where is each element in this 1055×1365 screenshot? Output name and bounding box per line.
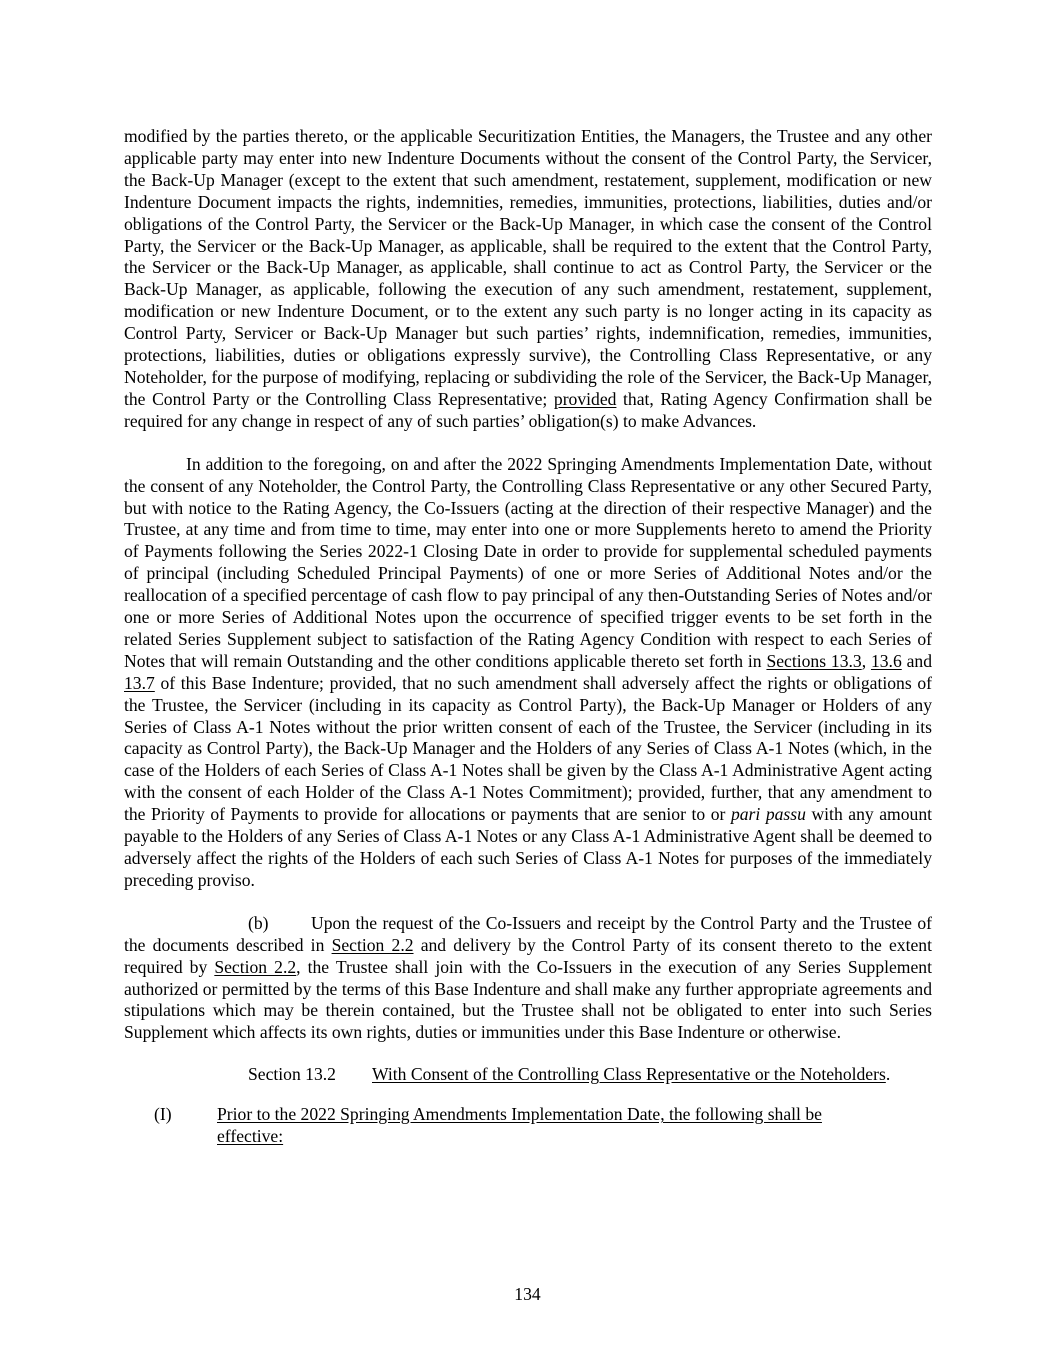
section-reference: Section 2.2 (214, 956, 297, 977)
section-number: Section 13.2 (248, 1064, 336, 1085)
provided-underlined: provided (553, 388, 617, 409)
section-reference: Sections 13.3 (766, 650, 862, 671)
section-title-period: . (885, 1064, 891, 1085)
paragraph-text: and (901, 650, 932, 671)
list-item (124, 1104, 877, 1148)
section-reference: 13.7 (124, 672, 155, 693)
section-reference: 13.6 (870, 650, 902, 671)
paragraph-text: In addition to the foregoing, on and after the 2022 Springing Amendments Implementation Date, without the consent of any Noteholder, the Control Party, the Controlling Class Representative or any other Secured Party, but with notice to the Rating Agency, the Co-Issuers (acting at the direction of their respective Manager) and the Trustee, at any time and from time to time, may enter into one or more Supplements hereto to amend the Priority of Payments following the Series 2022-1 Closing Date in order to provide for supplemental scheduled payments of principal (including Scheduled Principal Payments) of one or more Series of Additional Notes and/or the reallocation of a specified percentage of cash flow to pay principal of any then-Outstanding Series of Notes and/or one or more Series of Additional Notes upon the occurrence of specified trigger events to be set forth in the related Series Supplement subject to satisfaction of the Rating Agency Condition with respect to each Series of Notes that will remain Outstanding and the other conditions applicable thereto set forth in (124, 453, 932, 671)
italic-term: pari passu (730, 804, 806, 825)
paragraph-continuation (124, 126, 932, 433)
paragraph-text: that, Rating Agency Confirmation shall be required for any change in respect of any of such parties’ obligation(s) to make Advances. (124, 388, 932, 431)
paragraph-text: modified by the parties thereto, or the applicable Securitization Entities, the Managers, the Trustee and any other applicable party may enter into new Indenture Documents without the consent of the Control Party, the Servicer, the Back-Up Manager (except to the extent that such amendment, restatement, supplement, modification or new Indenture Document impacts the rights, indemnities, remedies, immunities, protections, liabilities, duties and/or obligations of the Control Party, the Servicer or the Back-Up Manager, in which case the consent of the Control Party, the Servicer or the Back-Up Manager, as applicable, shall be required to the extent that the Control Party, the Servicer or the Back-Up Manager, as applicable, shall continue to act as Control Party, the Servicer or the Back-Up Manager, as applicable, following the execution of any such amendment, restatement, supplement, modification or new Indenture Document, or to the extent any such party is no longer acting in its capacity as Control Party, Servicer or Back-Up Manager but such parties’ rights, indemnification, remedies, immunities, protections, liabilities, duties or obligations expressly survive), the Controlling Class Representative, or any Noteholder, for the purpose of modifying, replacing or subdividing the role of the Servicer, the Back-Up Manager, the Control Party or the Controlling Class Representative; (124, 126, 932, 409)
paragraph-text: with any amount payable to the Holders of any Series of Class A-1 Notes or any Class A-1 Administrative Agent shall be deemed to adversely affect the rights of the Holders of each such Series of Class A-1 Notes for purposes of the immediately preceding proviso. (124, 804, 933, 890)
paragraph-text: and delivery by the Control Party of its consent thereto to the extent required by (124, 934, 932, 977)
list-marker: (I) (154, 1104, 172, 1125)
paragraph-springing-amendments (124, 454, 932, 892)
list-item-text: Prior to the 2022 Springing Amendments Implementation Date, the following shall be effective: (217, 1104, 822, 1147)
paragraph-text: Upon the request of the Co-Issuers and receipt by the Control Party and the Trustee of the documents described in (124, 912, 932, 955)
page-number: 134 (514, 1284, 541, 1304)
paragraph-text: , the Trustee shall join with the Co-Issuers in the execution of any Series Supplement authorized or permitted by the terms of this Base Indenture and shall make any further appropriate agreements and stipulations which may be therein contained, but the Trustee shall not be obligated to enter into such Series Supplement which affects its own rights, duties or immunities under this Base Indenture or otherwise. (124, 956, 932, 1043)
clause-label: (b) (248, 912, 269, 933)
paragraph-text: of this Base Indenture; provided, that no such amendment shall adversely affect the rights or obligations of the Trustee, the Servicer (including in its capacity as Control Party), the Back-Up Manager or Holders of any Series of Class A-1 Notes without the prior written consent of each of the Trustee, the Servicer (including in its capacity as Control Party), the Back-Up Manager and the Holders of any Series of Class A-1 Notes (which, in the case of the Holders of each Series of Class A-1 Notes shall be given by the Class A-1 Administrative Agent acting with the consent of each Holder of the Class A-1 Notes Commitment); provided, further, that any amendment to the Priority of Payments to provide for allocations or payments that are senior to or (124, 672, 932, 825)
section-title: With Consent of the Controlling Class Representative or the Noteholders (372, 1064, 886, 1085)
section-heading (124, 1064, 932, 1086)
document-page (124, 126, 932, 1148)
section-reference: Section 2.2 (331, 934, 414, 955)
paragraph-b (124, 913, 932, 1044)
paragraph-text: , (861, 650, 871, 671)
